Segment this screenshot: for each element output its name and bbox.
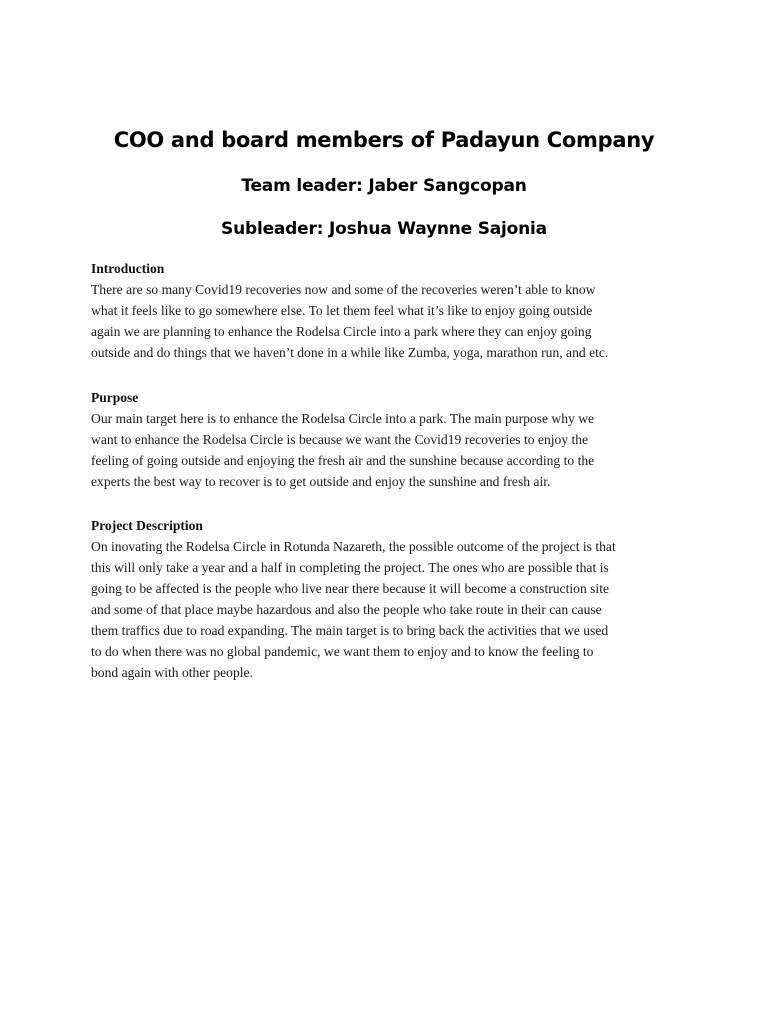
subleader-line: Subleader: Joshua Waynne Sajonia [221,219,547,239]
section-body [91,279,681,363]
body-line: them traffics due to road expanding. The main target is to bring back the activities that we used [91,623,609,638]
section-body [91,536,681,683]
body-line: want to enhance the Rodelsa Circle is because we want the Covid19 recoveries to enjoy the [91,432,589,447]
body-line: On inovating the Rodelsa Circle in Rotunda Nazareth, the possible outcome of the project is that [91,539,616,554]
body-line: outside and do things that we haven’t done in a while like Zumba, yoga, marathon run, and etc. [91,345,609,360]
section-purpose [91,389,681,492]
section-heading: Purpose [91,390,139,405]
body-line: again we are planning to enhance the Rodelsa Circle into a park where they can enjoy going [91,324,592,339]
section-heading: Project Description [91,518,203,533]
section-introduction [91,260,681,363]
body-line: Our main target here is to enhance the Rodelsa Circle into a park. The main purpose why we [91,411,595,426]
body-line: this will only take a year and a half in completing the project. The ones who are possible that is [91,560,609,575]
section-body [91,408,681,492]
section-project-description [91,517,681,683]
section-heading: Introduction [91,261,165,276]
body-line: There are so many Covid19 recoveries now and some of the recoveries weren’t able to know [91,282,596,297]
body-line: going to be affected is the people who live near there because it will become a construction site [91,581,610,596]
body-line: and some of that place maybe hazardous and also the people who take route in their can cause [91,602,602,617]
body-line: feeling of going outside and enjoying the fresh air and the sunshine because according to the [91,453,595,468]
body-line: what it feels like to go somewhere else. To let them feel what it’s like to enjoy going outside [91,303,593,318]
team-leader-line: Team leader: Jaber Sangcopan [241,176,527,196]
body-line: experts the best way to recover is to get outside and enjoy the sunshine and fresh air. [91,474,551,489]
body-line: to do when there was no global pandemic, we want them to enjoy and to know the feeling to [91,644,594,659]
body-line: bond again with other people. [91,665,253,680]
document-title: COO and board members of Padayun Company [113,128,655,152]
